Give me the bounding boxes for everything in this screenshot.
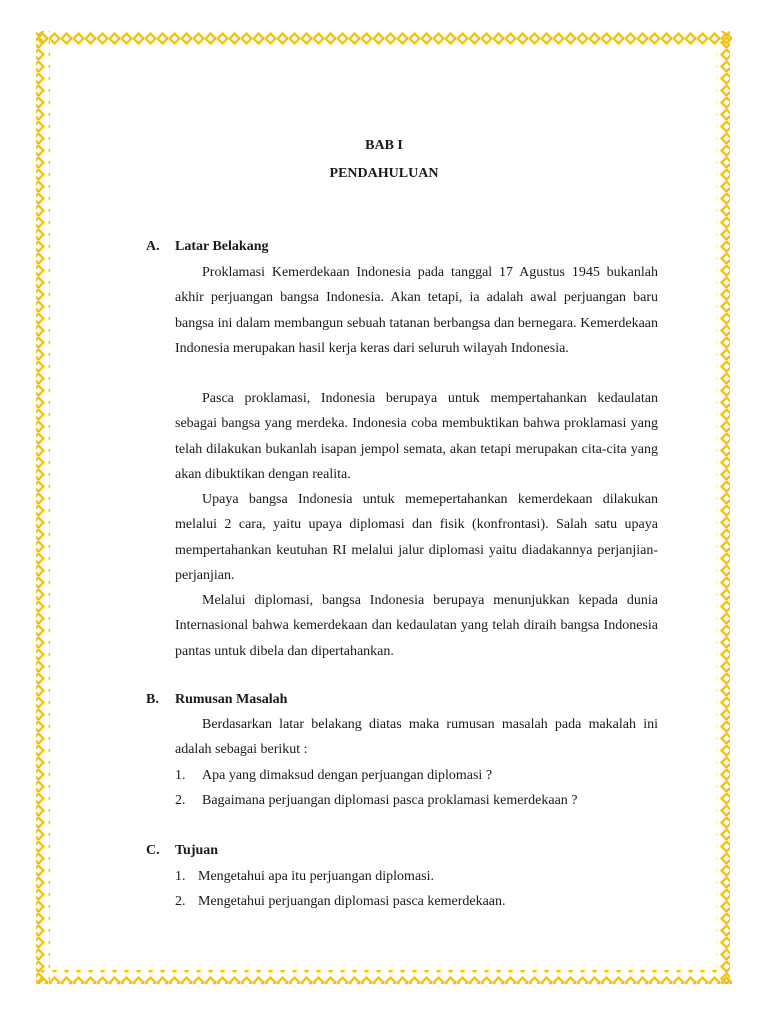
chapter-name: PENDAHULUAN bbox=[329, 166, 439, 181]
list-number: 1. bbox=[175, 768, 186, 783]
section-a-paragraph-1: Proklamasi Kemerdekaan Indonesia pada tanggal 17 Agustus 1945 bukanlah akhir perjuangan bangsa Indonesia. Akan tetapi, ia adalah awal perjuangan baru bangsa ini dalam membangun sebuah tatanan berbangsa dan bernegara. Kemerdekaan Indonesia merupakan hasil kerja keras dari seluruh wilayah Indonesia. bbox=[175, 265, 658, 356]
section-c-title: Tujuan bbox=[175, 843, 219, 858]
section-a-paragraph-2: Pasca proklamasi, Indonesia berupaya untuk mempertahankan kedaulatan sebagai bangsa yang merdeka. Indonesia coba membuktikan bahwa proklamasi yang telah dilakukan bukanlah isapan jempol semata, akan tetapi merupakan cita-cita yang akan dibuktikan dengan realita. bbox=[175, 391, 658, 482]
chapter-number: BAB I bbox=[365, 138, 403, 153]
list-number: 1. bbox=[175, 869, 186, 884]
section-b-heading bbox=[146, 690, 287, 710]
section-a-title: Latar Belakang bbox=[175, 239, 269, 254]
section-b-list-item-2 bbox=[175, 791, 658, 811]
list-text: Bagaimana perjuangan diplomasi pasca proklamasi kemerdekaan ? bbox=[202, 793, 578, 808]
section-b-list-item-1 bbox=[175, 766, 658, 786]
section-a-paragraph-4: Melalui diplomasi, bangsa Indonesia berupaya menunjukkan kepada dunia Internasional bahwa kemerdekaan dan kedaulatan yang telah diraih bangsa Indonesia pantas untuk dibela dan dipertahankan. bbox=[175, 593, 658, 659]
chapter-title bbox=[0, 132, 768, 188]
list-text: Apa yang dimaksud dengan perjuangan diplomasi ? bbox=[202, 768, 493, 783]
section-a-paragraph-3: Upaya bangsa Indonesia untuk memepertahankan kemerdekaan dilakukan melalui 2 cara, yaitu upaya diplomasi dan fisik (konfrontasi). Salah satu upaya mempertahankan keutuhan RI melalui jalur diplomasi yaitu diadakannya perjanjian-perjanjian. bbox=[175, 492, 658, 583]
section-c-list-item-2 bbox=[175, 892, 658, 912]
list-number: 2. bbox=[175, 894, 186, 909]
section-a-letter: A. bbox=[146, 239, 160, 254]
list-number: 2. bbox=[175, 793, 186, 808]
list-text: Mengetahui apa itu perjuangan diplomasi. bbox=[198, 869, 434, 884]
section-a-heading bbox=[146, 237, 268, 257]
section-b-title: Rumusan Masalah bbox=[175, 692, 288, 707]
list-text: Mengetahui perjuangan diplomasi pasca kemerdekaan. bbox=[198, 894, 506, 909]
section-b-letter: B. bbox=[146, 692, 159, 707]
section-c-list-item-1 bbox=[175, 867, 658, 887]
section-c-letter: C. bbox=[146, 843, 160, 858]
section-b-intro: Berdasarkan latar belakang diatas maka rumusan masalah pada makalah ini adalah sebagai berikut : bbox=[175, 717, 658, 758]
section-c-heading bbox=[146, 841, 218, 861]
